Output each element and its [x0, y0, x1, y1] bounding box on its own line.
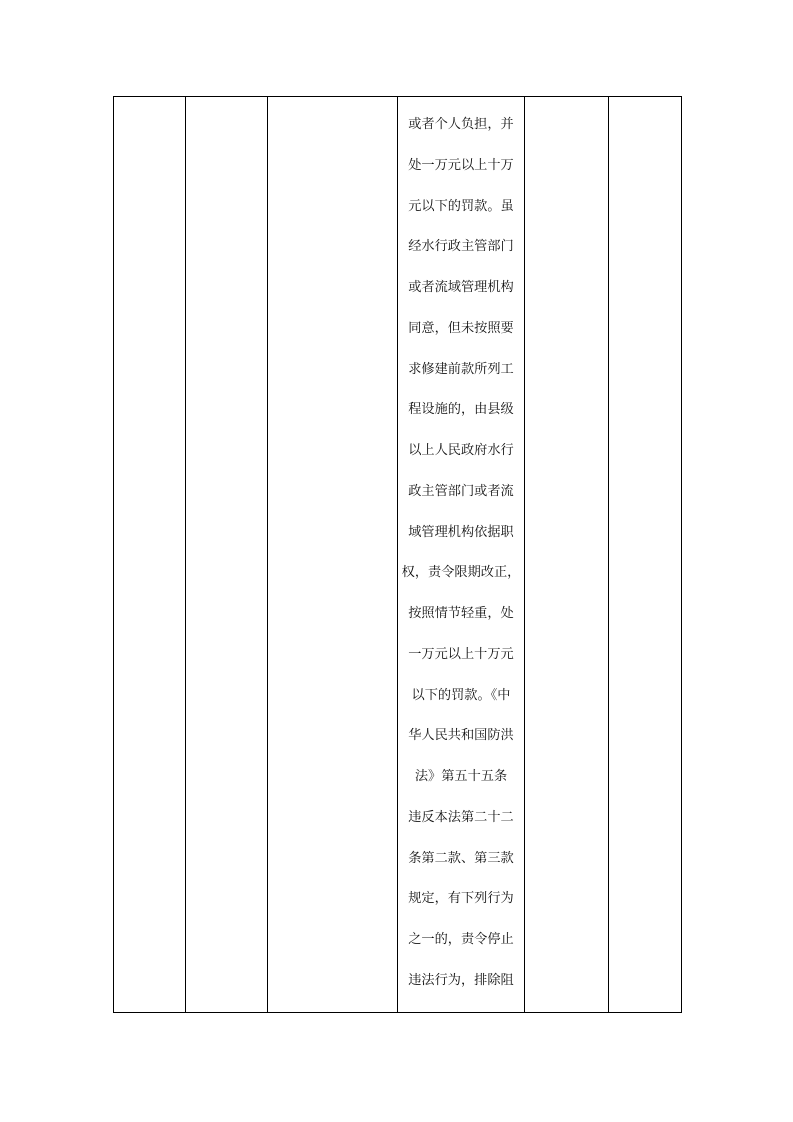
table-row: [114, 97, 682, 1013]
text-line: 法》第五十五条: [414, 769, 508, 784]
table-cell-col3: [268, 97, 398, 1013]
table-cell-col6: [609, 97, 682, 1013]
text-line: 之一的，责令停止: [408, 932, 514, 947]
text-line: 元以下的罚款。虽: [408, 198, 514, 214]
text-line: 求修建前款所列工: [408, 361, 514, 377]
text-line: 条第二款、第三款: [408, 850, 514, 866]
document-table: [113, 96, 682, 1013]
text-line: 违反本法第二十二: [408, 809, 514, 825]
text-line: 经水行政主管部门: [408, 239, 514, 255]
text-line: 规定，有下列行为: [408, 891, 514, 907]
text-line: 权，责令限期改正，: [401, 565, 521, 581]
legal-basis-text: [398, 105, 524, 1002]
text-line: 或者流域管理机构: [408, 280, 514, 295]
text-line: 按照情节轻重，处: [408, 606, 514, 621]
text-line: 一万元以上十万元: [408, 646, 514, 662]
text-line: 同意，但未按照要: [408, 320, 514, 336]
text-line: 政主管部门或者流: [408, 483, 514, 499]
text-line: 违法行为，排除阻: [408, 972, 514, 988]
text-line: 程设施的，由县级: [408, 402, 514, 418]
text-line: 华人民共和国防洪: [408, 728, 514, 744]
text-line: 或者个人负担，并: [408, 117, 514, 132]
text-line: 以上人民政府水行: [408, 443, 514, 458]
table-cell-col5: [525, 97, 609, 1013]
text-line: 以下的罚款。《中: [411, 687, 511, 703]
text-line: 处一万元以上十万: [408, 157, 514, 173]
table-cell-col2: [186, 97, 268, 1013]
table-cell-legal-basis: [398, 97, 525, 1013]
text-line: 域管理机构依据职: [408, 524, 514, 540]
table-cell-col1: [114, 97, 186, 1013]
